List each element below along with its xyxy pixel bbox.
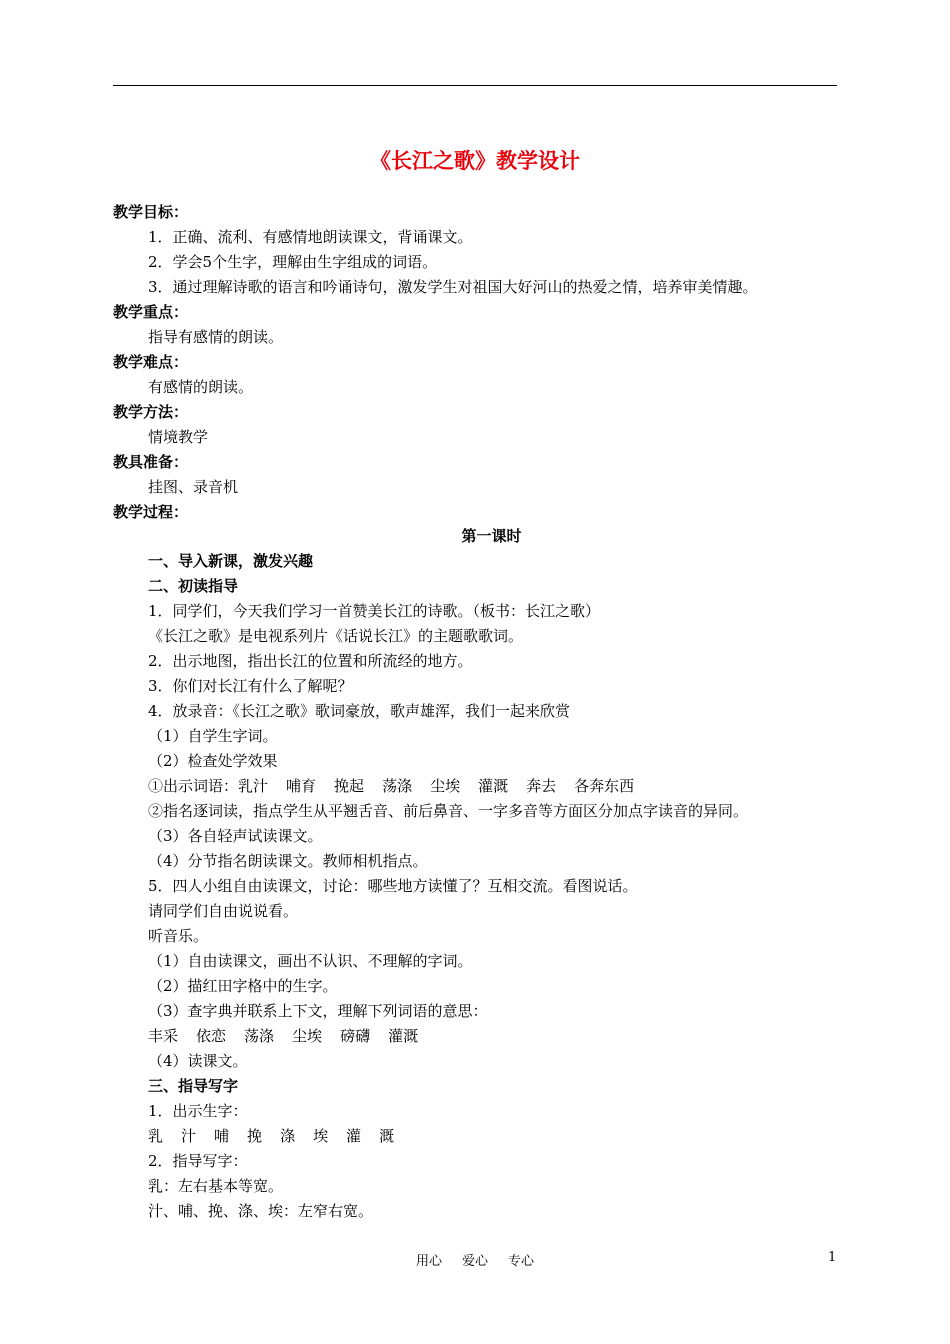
paragraph: ②指名逐词读，指点学生从平翘舌音、前后鼻音、一字多音等方面区分加点字读音的异同。 [148, 802, 749, 820]
character: 灌 [346, 1127, 362, 1145]
paragraph: （1）自由读课文，画出不认识、不理解的字词。 [148, 952, 473, 970]
paragraph: 听音乐。 [148, 927, 209, 945]
vocab-word: 磅礴 [340, 1027, 371, 1045]
paragraph: 乳：左右基本等宽。 [148, 1177, 284, 1195]
focus-text: 指导有感情的朗读。 [148, 328, 284, 346]
vocab-list [148, 1026, 436, 1046]
method-heading: 教学方法： [113, 403, 189, 421]
paragraph: （4）分节指名朗读课文。教师相机指点。 [148, 852, 428, 870]
vocab-word: 依恋 [196, 1027, 227, 1045]
part3-heading: 三、指导写字 [148, 1077, 239, 1095]
footer-word: 用心 [415, 1254, 442, 1269]
vocab-word: 各奔东西 [574, 777, 635, 795]
vocab-word: 灌溉 [478, 777, 509, 795]
paragraph: （2）检查处学效果 [148, 752, 278, 770]
goal-item: 3．通过理解诗歌的语言和吟诵诗句，激发学生对祖国大好河山的热爱之情，培养审美情趣。 [148, 278, 758, 296]
difficulty-text: 有感情的朗读。 [148, 378, 254, 396]
focus-heading: 教学重点： [113, 303, 189, 321]
vocab-word: 灌溉 [388, 1027, 419, 1045]
paragraph: （1）自学生字词。 [148, 727, 278, 745]
character: 挽 [247, 1127, 263, 1145]
paragraph: 4．放录音：《长江之歌》歌词豪放，歌声雄浑，我们一起来欣赏 [148, 702, 571, 720]
vocab-word: 尘埃 [430, 777, 461, 795]
vocab-word: 荡涤 [382, 777, 413, 795]
character: 溉 [379, 1127, 395, 1145]
paragraph: 5．四人小组自由读课文，讨论：哪些地方读懂了？互相交流。看图说话。 [148, 877, 638, 895]
paragraph: 请同学们自由说说看。 [148, 902, 299, 920]
vocab-word: 奔去 [526, 777, 557, 795]
character: 埃 [313, 1127, 329, 1145]
paragraph: （2）描红田字格中的生字。 [148, 977, 338, 995]
paragraph: （4）读课文。 [148, 1052, 248, 1070]
tools-heading: 教具准备： [113, 453, 189, 471]
vocab-word: 荡涤 [244, 1027, 275, 1045]
vocab-word: 尘埃 [292, 1027, 323, 1045]
vocab-word: 丰采 [148, 1027, 179, 1045]
character-list [148, 1126, 412, 1146]
lesson-title: 第一课时 [461, 527, 522, 545]
character: 汁 [181, 1127, 197, 1145]
paragraph: 2．出示地图，指出长江的位置和所流经的地方。 [148, 652, 473, 670]
vocab-word: 哺育 [286, 777, 317, 795]
footer-word: 专心 [508, 1254, 535, 1269]
footer-word: 爱心 [461, 1254, 488, 1269]
paragraph: （3）各自轻声试读课文。 [148, 827, 323, 845]
goal-item: 1．正确、流利、有感情地朗读课文，背诵课文。 [148, 228, 473, 246]
paragraph: 汁、哺、挽、涤、埃：左窄右宽。 [148, 1202, 374, 1220]
document-title: 《长江之歌》教学设计 [370, 149, 580, 173]
goals-heading: 教学目标： [113, 203, 189, 221]
character: 涤 [280, 1127, 296, 1145]
part1-heading: 一、导入新课，激发兴趣 [148, 552, 314, 570]
vocab-prefix: ①出示词语： [148, 777, 239, 795]
process-heading: 教学过程： [113, 503, 189, 521]
tools-text: 挂图、录音机 [148, 478, 239, 496]
paragraph: 1．同学们，今天我们学习一首赞美长江的诗歌。（板书：长江之歌） [148, 602, 601, 620]
paragraph: 1．出示生字： [148, 1102, 248, 1120]
character: 乳 [148, 1127, 164, 1145]
paragraph: 《长江之歌》是电视系列片《话说长江》的主题歌歌词。 [148, 627, 524, 645]
footer-motto [0, 1250, 950, 1269]
character: 哺 [214, 1127, 230, 1145]
vocab-word: 挽起 [334, 777, 365, 795]
goal-item: 2．学会5个生字，理解由生字组成的词语。 [148, 253, 438, 271]
paragraph: 2．指导写字： [148, 1152, 248, 1170]
part2-heading: 二、初读指导 [148, 577, 239, 595]
header-rule [113, 85, 837, 86]
difficulty-heading: 教学难点： [113, 353, 189, 371]
paragraph: 3．你们对长江有什么了解呢？ [148, 677, 353, 695]
vocab-word: 乳汁 [238, 777, 269, 795]
paragraph: （3）查字典并联系上下文，理解下列词语的意思： [148, 1002, 488, 1020]
method-text: 情境教学 [148, 428, 209, 446]
vocab-list [148, 776, 652, 796]
page-number: 1 [828, 1250, 837, 1265]
